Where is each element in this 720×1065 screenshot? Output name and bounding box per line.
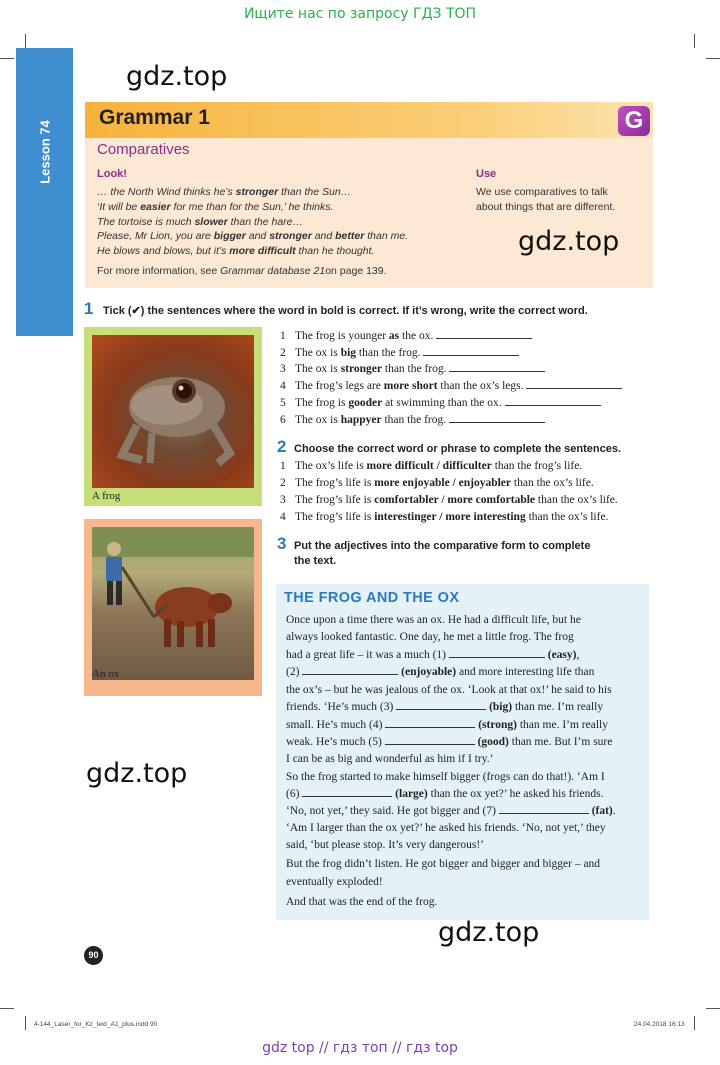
footer-date: 24.04.2018 16:13 [634, 1021, 685, 1028]
grammar-subtitle: Comparatives [97, 141, 190, 158]
exercise1-item: 3 The ox is stronger than the frog. [280, 363, 545, 375]
story-line: small. He’s much (4) (strong) than me. I’m really [286, 719, 608, 731]
story-line: ‘No, not yet,’ they said. He got bigger and (7) (fat). [286, 805, 616, 817]
ox-illustration [92, 527, 254, 680]
story-line: And that was the end of the frog. [286, 896, 438, 908]
crop-mark [694, 1016, 695, 1030]
exercise-instruction: Tick (✔) the sentences where the word in bold is correct. If it’s wrong, write the correct word. [103, 305, 588, 317]
footer-file: 4-144_Laser_for_Kz_text_A1_plus.indd 90 [34, 1021, 158, 1028]
story-line: always looked fantastic. One day, he met a little frog. The frog [286, 631, 574, 643]
look-example: ‘It will be easier for me than for the Sun,’ he thinks. [97, 201, 334, 213]
story-line: friends. ‘He’s much (3) (big) than me. I’m really [286, 701, 604, 713]
story-line: (2) (enjoyable) and more interesting life than [286, 666, 595, 678]
crop-mark [0, 58, 14, 59]
story-line: So the frog started to make himself bigger (frogs can do that!). ‘Am I [286, 771, 605, 783]
more-info: For more information, see Grammar database 21on page 139. [97, 265, 387, 277]
story-line: ‘Am I larger than the ox yet?’ he asked his friends. ‘No, not yet,’ they [286, 822, 606, 834]
use-text: about things that are different. [476, 201, 616, 213]
story-line: But the frog didn’t listen. He got bigger and bigger and bigger – and [286, 858, 601, 870]
exercise-number: 3 [277, 534, 287, 553]
look-example: … the North Wind thinks he’s stronger than the Sun… [97, 186, 352, 198]
bottom-banner[interactable]: gdz top // гдз топ // гдз top [262, 1040, 458, 1056]
story-line: (6) (large) than the ox yet?’ he asked his friends. [286, 788, 604, 800]
top-banner[interactable]: Ищите нас по запросу ГДЗ ТОП [243, 6, 477, 22]
look-example: He blows and blows, but it’s more difficult than he thought. [97, 245, 375, 257]
exercise-instruction: Choose the correct word or phrase to complete the sentences. [294, 443, 622, 455]
frog-caption: A frog [92, 490, 121, 502]
exercise2-item: 4 The frog’s life is interestinger / more interesting than the ox’s life. [280, 511, 609, 523]
crop-mark [694, 34, 695, 48]
story-line: eventually exploded! [286, 876, 383, 888]
exercise-instruction: Put the adjectives into the comparative form to complete [294, 540, 591, 552]
exercise1-item: 5 The frog is gooder at swimming than the ox. [280, 397, 601, 409]
watermark: gdz.top [518, 226, 620, 257]
crop-mark [25, 1016, 26, 1030]
story-line: said, ‘but please stop. It’s very dangerous!’ [286, 839, 485, 851]
page-number: 90 [84, 946, 103, 965]
story-line: the ox’s – but he was jealous of the ox. ‘Look at that ox!’ he said to his [286, 684, 612, 696]
exercise2-item: 1 The ox’s life is more difficult / difficulter than the frog’s life. [280, 460, 583, 472]
frog-photo [84, 327, 262, 506]
crop-mark [25, 34, 26, 48]
exercise1-item: 4 The frog’s legs are more short than the ox’s legs. [280, 380, 622, 392]
story-line: Once upon a time there was an ox. He had a difficult life, but he [286, 614, 581, 626]
use-label: Use [476, 168, 497, 180]
crop-mark [0, 1008, 14, 1009]
story-line: weak. He’s much (5) (good) than me. But I’m sure [286, 736, 613, 748]
exercise2-item: 3 The frog’s life is comfortabler / more comfortable than the ox’s life. [280, 494, 618, 506]
watermark: gdz.top [438, 917, 540, 948]
frog-illustration [92, 335, 254, 488]
story-line: had a great life – it was a much (1) (easy), [286, 649, 580, 661]
grammar-title: Grammar 1 [99, 106, 210, 129]
exercise1-item: 6 The ox is happyer than the frog. [280, 414, 545, 426]
exercise2-item: 2 The frog’s life is more enjoyable / enjoyabler than the ox’s life. [280, 477, 594, 489]
exercise-number: 2 [277, 437, 287, 456]
use-text: We use comparatives to talk [476, 186, 608, 198]
crop-mark [706, 1008, 720, 1009]
ox-image [92, 527, 254, 680]
lesson-label: Lesson 74 [37, 120, 52, 184]
exercise-number: 1 [84, 299, 94, 318]
ox-photo [84, 519, 262, 696]
crop-mark [706, 58, 720, 59]
look-example: The tortoise is much slower than the hare… [97, 216, 304, 228]
frog-image [92, 335, 254, 488]
look-example: Please, Mr Lion, you are bigger and stronger and better than me. [97, 230, 409, 242]
exercise-instruction: the text. [294, 555, 337, 567]
exercise1-item: 1 The frog is younger as the ox. [280, 330, 532, 342]
story-line: I can be as big and wonderful as him if I try.’ [286, 753, 494, 765]
watermark: gdz.top [86, 758, 188, 789]
lesson-tab [16, 48, 73, 336]
ox-caption: An ox [92, 668, 120, 680]
story-title: THE FROG AND THE OX [284, 590, 460, 606]
watermark: gdz.top [126, 61, 228, 92]
exercise1-item: 2 The ox is big than the frog. [280, 347, 519, 359]
look-label: Look! [97, 168, 127, 180]
grammar-g-icon: G [618, 106, 650, 136]
